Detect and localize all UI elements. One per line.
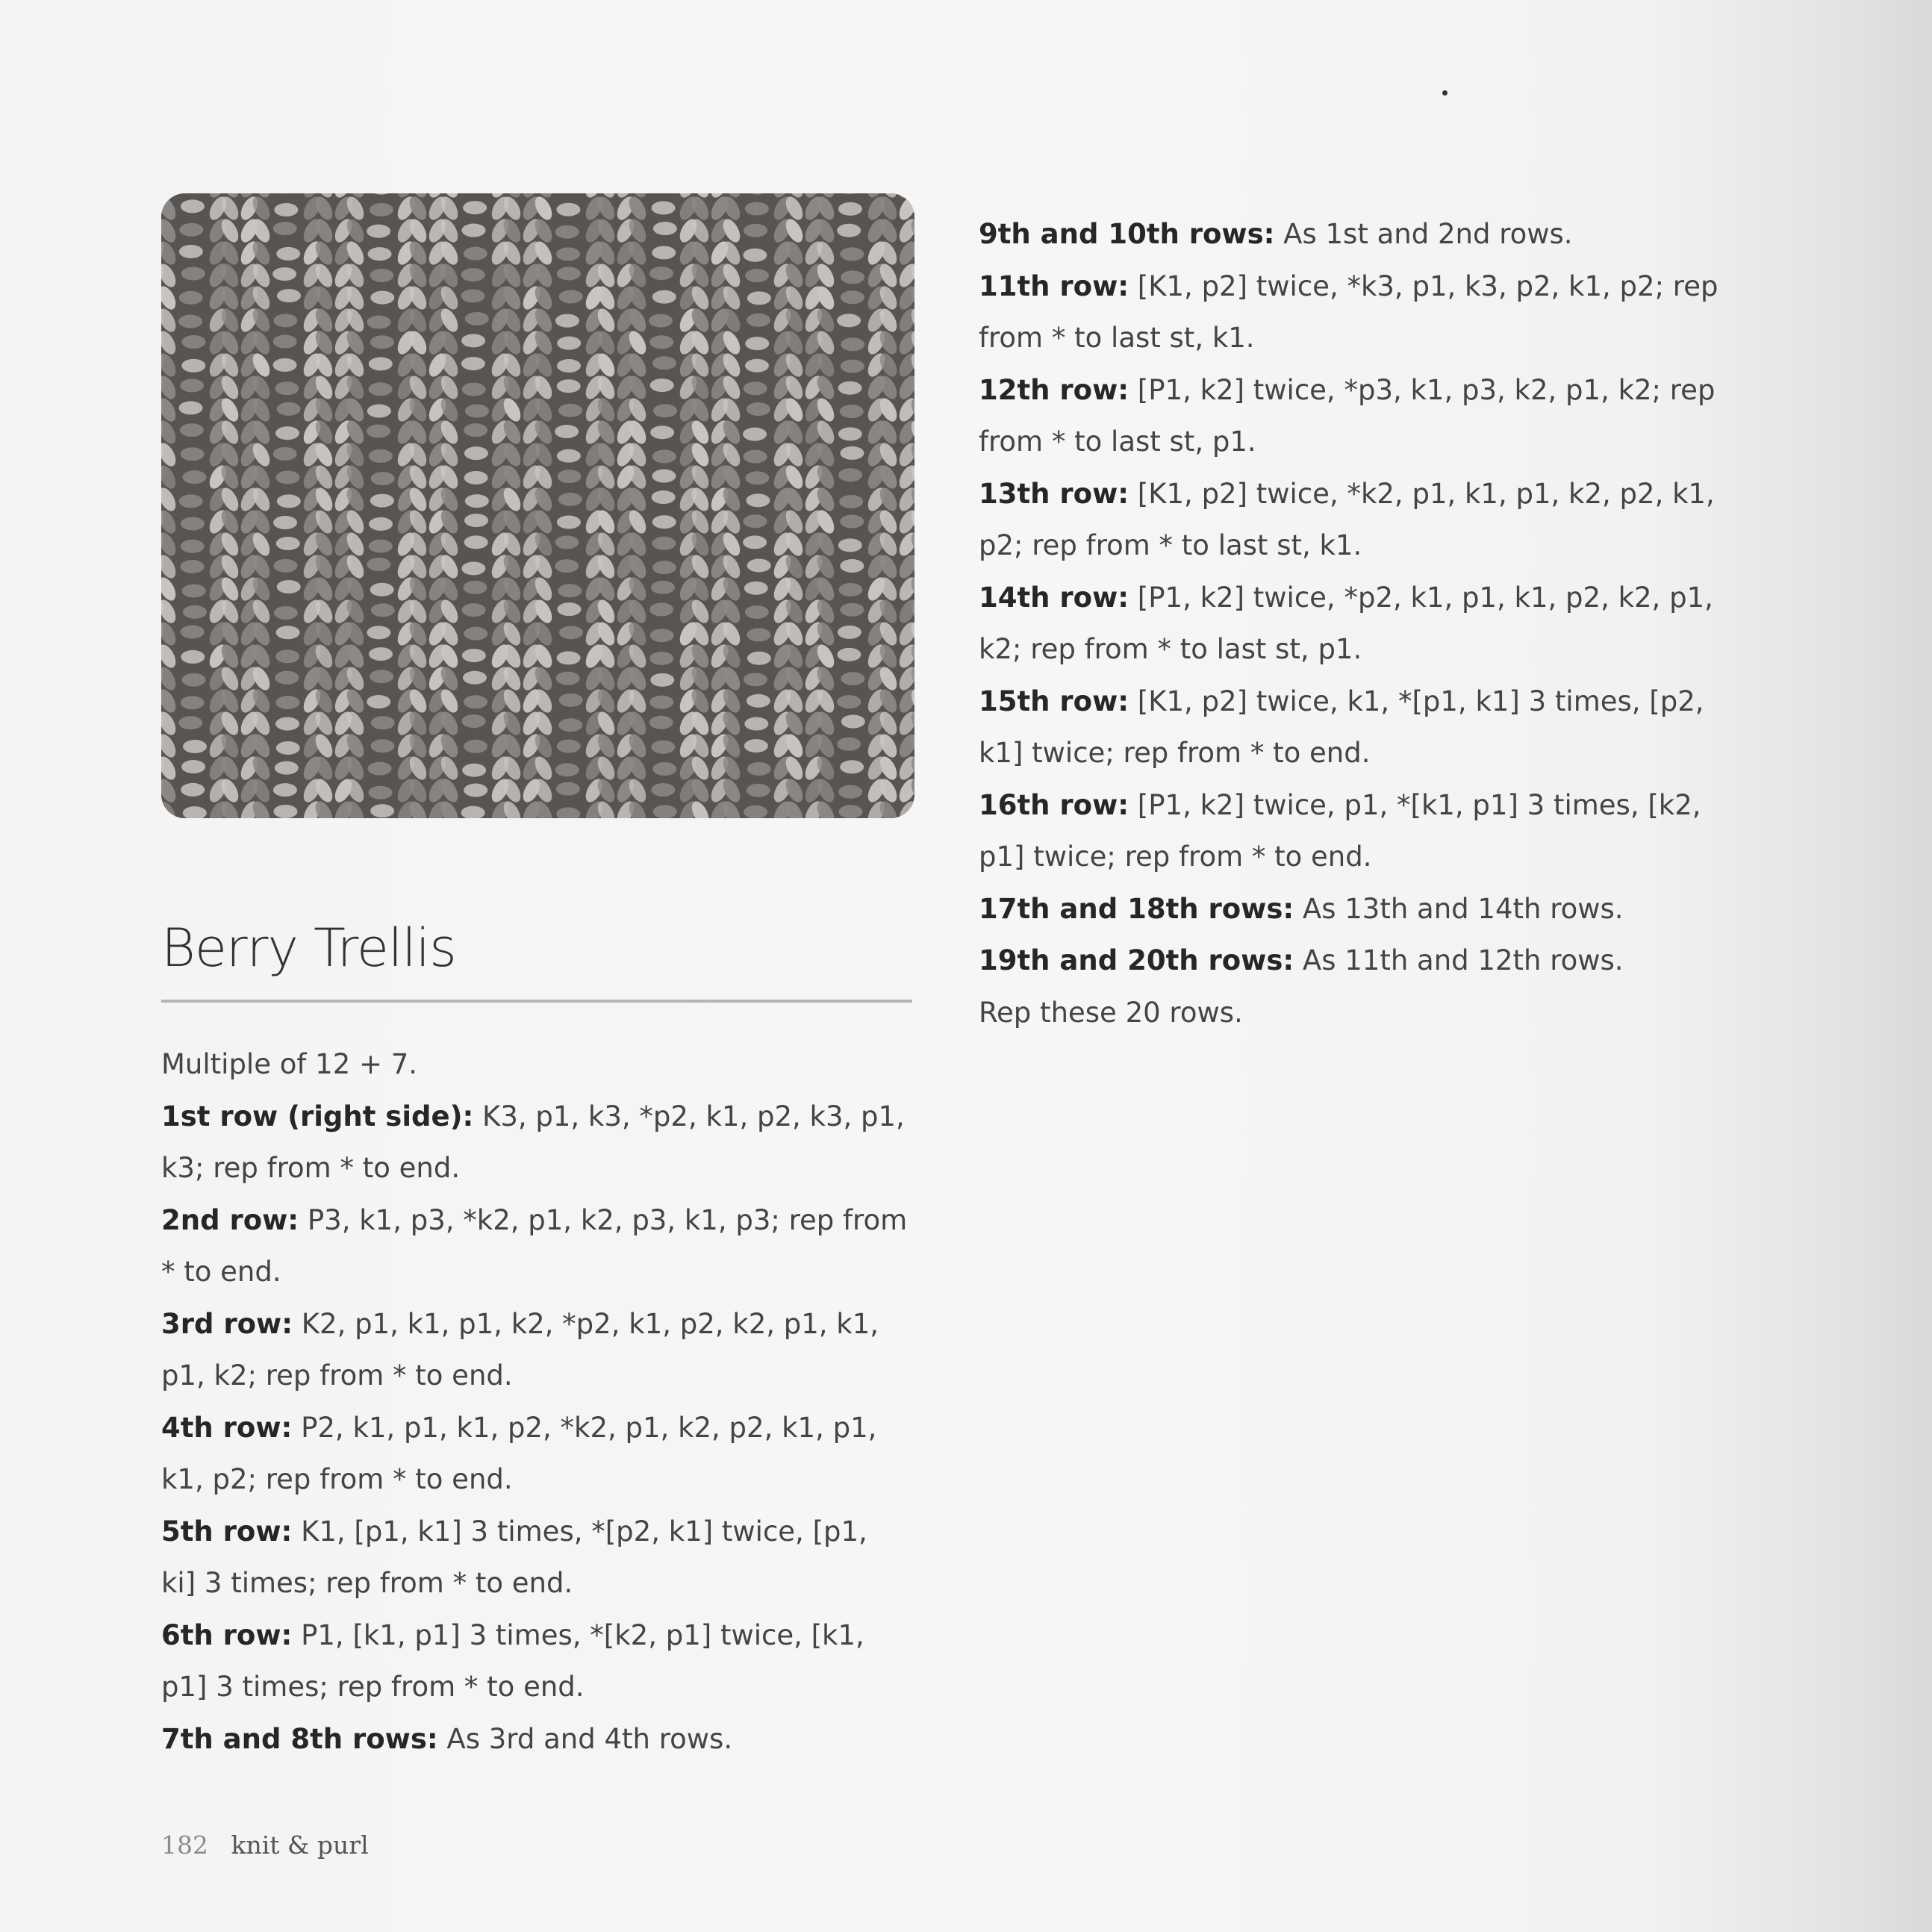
row-instruction: [979, 261, 1748, 364]
row-text: [K1, p2] twice, *k3, p1, k3, p2, k1, p2; rep from * to last st, k1.: [979, 269, 1718, 354]
row-label: 12th row:: [979, 373, 1129, 406]
row-label: 6th row:: [161, 1618, 293, 1651]
row-label: 15th row:: [979, 685, 1129, 717]
row-instruction: [979, 935, 1748, 987]
row-instruction: [979, 364, 1748, 468]
row-instruction: [979, 208, 1748, 261]
instructions-left-column: [161, 1038, 908, 1765]
row-label: 3rd row:: [161, 1307, 293, 1340]
row-instruction: [979, 883, 1748, 935]
row-text: K3, p1, k3, *p2, k1, p2, k3, p1, k3; rep from * to end.: [161, 1100, 905, 1184]
row-text: P3, k1, p3, *k2, p1, k2, p3, k1, p3; rep from * to end.: [161, 1203, 908, 1288]
row-text: K1, [p1, k1] 3 times, *[p2, k1] twice, [p1, ki] 3 times; rep from * to end.: [161, 1515, 867, 1599]
row-text: [P1, k2] twice, p1, *[k1, p1] 3 times, [k2, p1] twice; rep from * to end.: [979, 788, 1701, 873]
row-instruction: [161, 1713, 908, 1766]
row-text: As 13th and 14th rows.: [1294, 892, 1624, 925]
row-text: As 11th and 12th rows.: [1294, 944, 1624, 976]
row-instruction-list: [161, 1091, 908, 1766]
row-label: 19th and 20th rows:: [979, 944, 1294, 976]
instructions-right-column: [979, 208, 1748, 1038]
stitch-multiple: Multiple of 12 + 7.: [161, 1048, 418, 1080]
row-text: [P1, k2] twice, *p2, k1, p1, k1, p2, k2, p1, k2; rep from * to last st, p1.: [979, 581, 1713, 665]
row-label: 5th row:: [161, 1515, 293, 1548]
knit-swatch-photo: [161, 193, 914, 818]
row-instruction: [161, 1091, 908, 1194]
knit-swatch-texture: [161, 193, 914, 818]
row-instruction: [161, 1402, 908, 1506]
pattern-title: Berry Trellis: [161, 917, 456, 979]
row-label: 4th row:: [161, 1411, 293, 1444]
page-number: 182: [161, 1830, 208, 1860]
row-text: As 3rd and 4th rows.: [437, 1722, 733, 1755]
row-label: 9th and 10th rows:: [979, 218, 1275, 250]
running-title: knit & purl: [231, 1830, 369, 1860]
row-instruction: [979, 676, 1748, 779]
row-label: 11th row:: [979, 269, 1129, 302]
page-footer: [161, 1830, 369, 1860]
row-instruction: [979, 987, 1748, 1039]
row-text: [K1, p2] twice, k1, *[p1, k1] 3 times, [p2, k1] twice; rep from * to end.: [979, 685, 1704, 769]
row-instruction: [979, 779, 1748, 883]
row-instruction: [161, 1610, 908, 1713]
row-label: 7th and 8th rows:: [161, 1722, 438, 1755]
row-instruction: [979, 572, 1748, 676]
row-instruction: [161, 1298, 908, 1402]
row-instruction: [161, 1194, 908, 1298]
row-text: P2, k1, p1, k1, p2, *k2, p1, k2, p2, k1, p1, k1, p2; rep from * to end.: [161, 1411, 877, 1495]
row-label: 13th row:: [979, 477, 1129, 510]
row-label: 16th row:: [979, 788, 1129, 821]
title-rule: [161, 1000, 912, 1003]
scan-speck: [1442, 90, 1448, 96]
row-label: 2nd row:: [161, 1203, 299, 1236]
row-instruction: [979, 468, 1748, 572]
row-text: As 1st and 2nd rows.: [1274, 218, 1573, 250]
row-text: [K1, p2] twice, *k2, p1, k1, p1, k2, p2, k1, p2; rep from * to last st, k1.: [979, 477, 1715, 561]
row-instruction: [161, 1506, 908, 1610]
row-text: K2, p1, k1, p1, k2, *p2, k1, p2, k2, p1, k1, p1, k2; rep from * to end.: [161, 1307, 879, 1392]
row-text: P1, [k1, p1] 3 times, *[k2, p1] twice, [k1, p1] 3 times; rep from * to end.: [161, 1618, 864, 1703]
row-label: 14th row:: [979, 581, 1129, 614]
row-instruction-list: [979, 208, 1748, 1038]
row-text: Rep these 20 rows.: [979, 996, 1243, 1029]
row-label: 1st row (right side):: [161, 1100, 474, 1132]
row-text: [P1, k2] twice, *p3, k1, p3, k2, p1, k2; rep from * to last st, p1.: [979, 373, 1716, 458]
row-label: 17th and 18th rows:: [979, 892, 1294, 925]
